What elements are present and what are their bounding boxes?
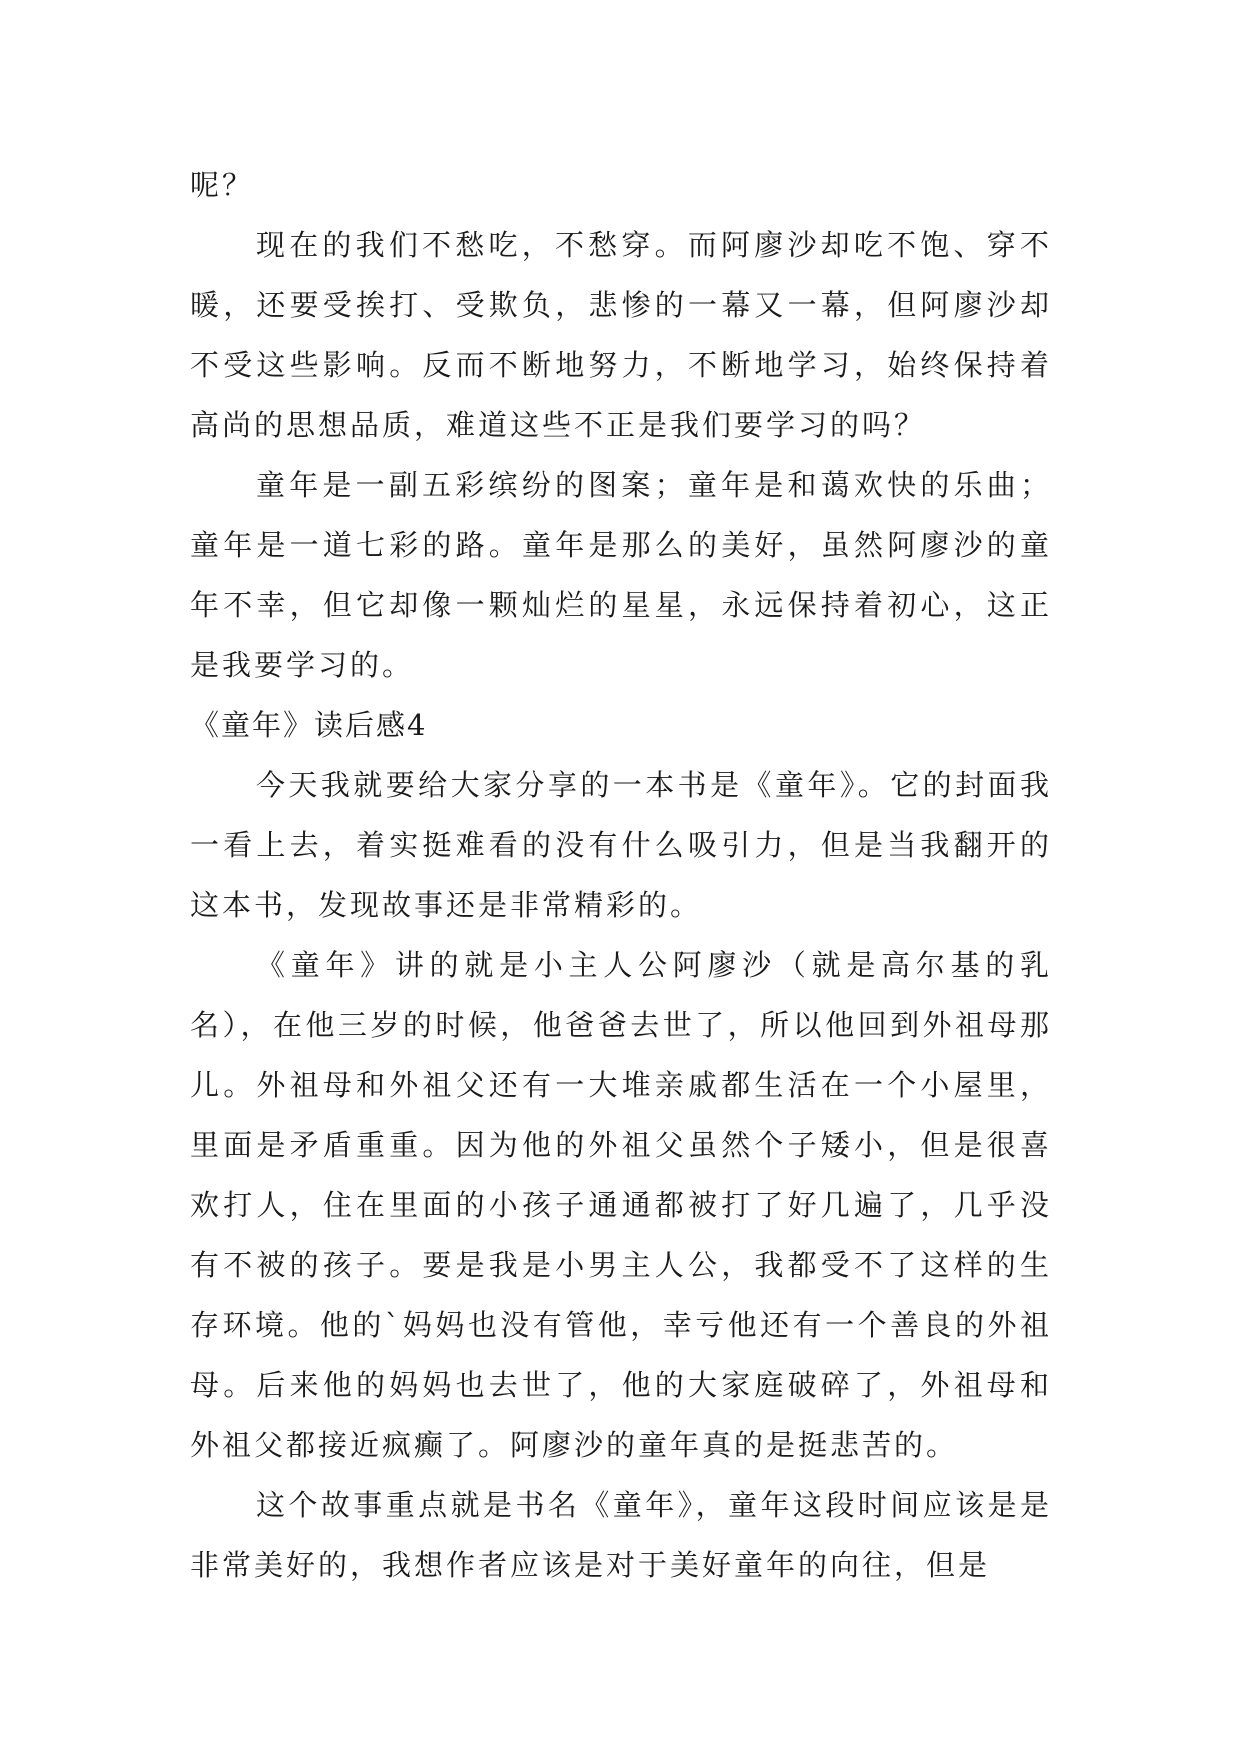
section-heading: 《童年》读后感4 — [190, 708, 428, 742]
paragraph-theme: 这个故事重点就是书名《童年》，童年这段时间应该是是非常美好的，我想作者应该是对于美好童年的向往，但是 — [190, 1488, 1052, 1582]
paragraph-modern-life: 现在的我们不愁吃，不愁穿。而阿廖沙却吃不饱、穿不暖，还要受挨打、受欺负，悲惨的一幕又一幕，但阿廖沙却不受这些影响。反而不断地努力，不断地学习，始终保持着高尚的思想品质，难道这些不正是我们要学习的吗？ — [190, 228, 1052, 442]
paragraph-continuation: 呢？ — [190, 168, 255, 202]
paragraph-book-intro: 今天我就要给大家分享的一本书是《童年》。它的封面我一看上去，着实挺难看的没有什么吸引力，但是当我翻开的这本书，发现故事还是非常精彩的。 — [190, 768, 1052, 922]
paragraph-story-summary: 《童年》讲的就是小主人公阿廖沙（就是高尔基的乳名），在他三岁的时候，他爸爸去世了，所以他回到外祖母那儿。外祖母和外祖父还有一大堆亲戚都生活在一个小屋里，里面是矛盾重重。因为他的外祖父虽然个子矮小，但是很喜欢打人，住在里面的小孩子通通都被打了好几遍了，几乎没有不被的孩子。要是我是小男主人公，我都受不了这样的生存环境。他的`妈妈也没有管他，幸亏他还有一个善良的外祖母。后来他的妈妈也去世了，他的大家庭破碎了，外祖母和外祖父都接近疯癫了。阿廖沙的童年真的是挺悲苦的。 — [190, 948, 1052, 1462]
paragraph-childhood-metaphor: 童年是一副五彩缤纷的图案；童年是和蔼欢快的乐曲；童年是一道七彩的路。童年是那么的美好，虽然阿廖沙的童年不幸，但它却像一颗灿烂的星星，永远保持着初心，这正是我要学习的。 — [190, 468, 1052, 682]
document-body — [190, 155, 1052, 1595]
